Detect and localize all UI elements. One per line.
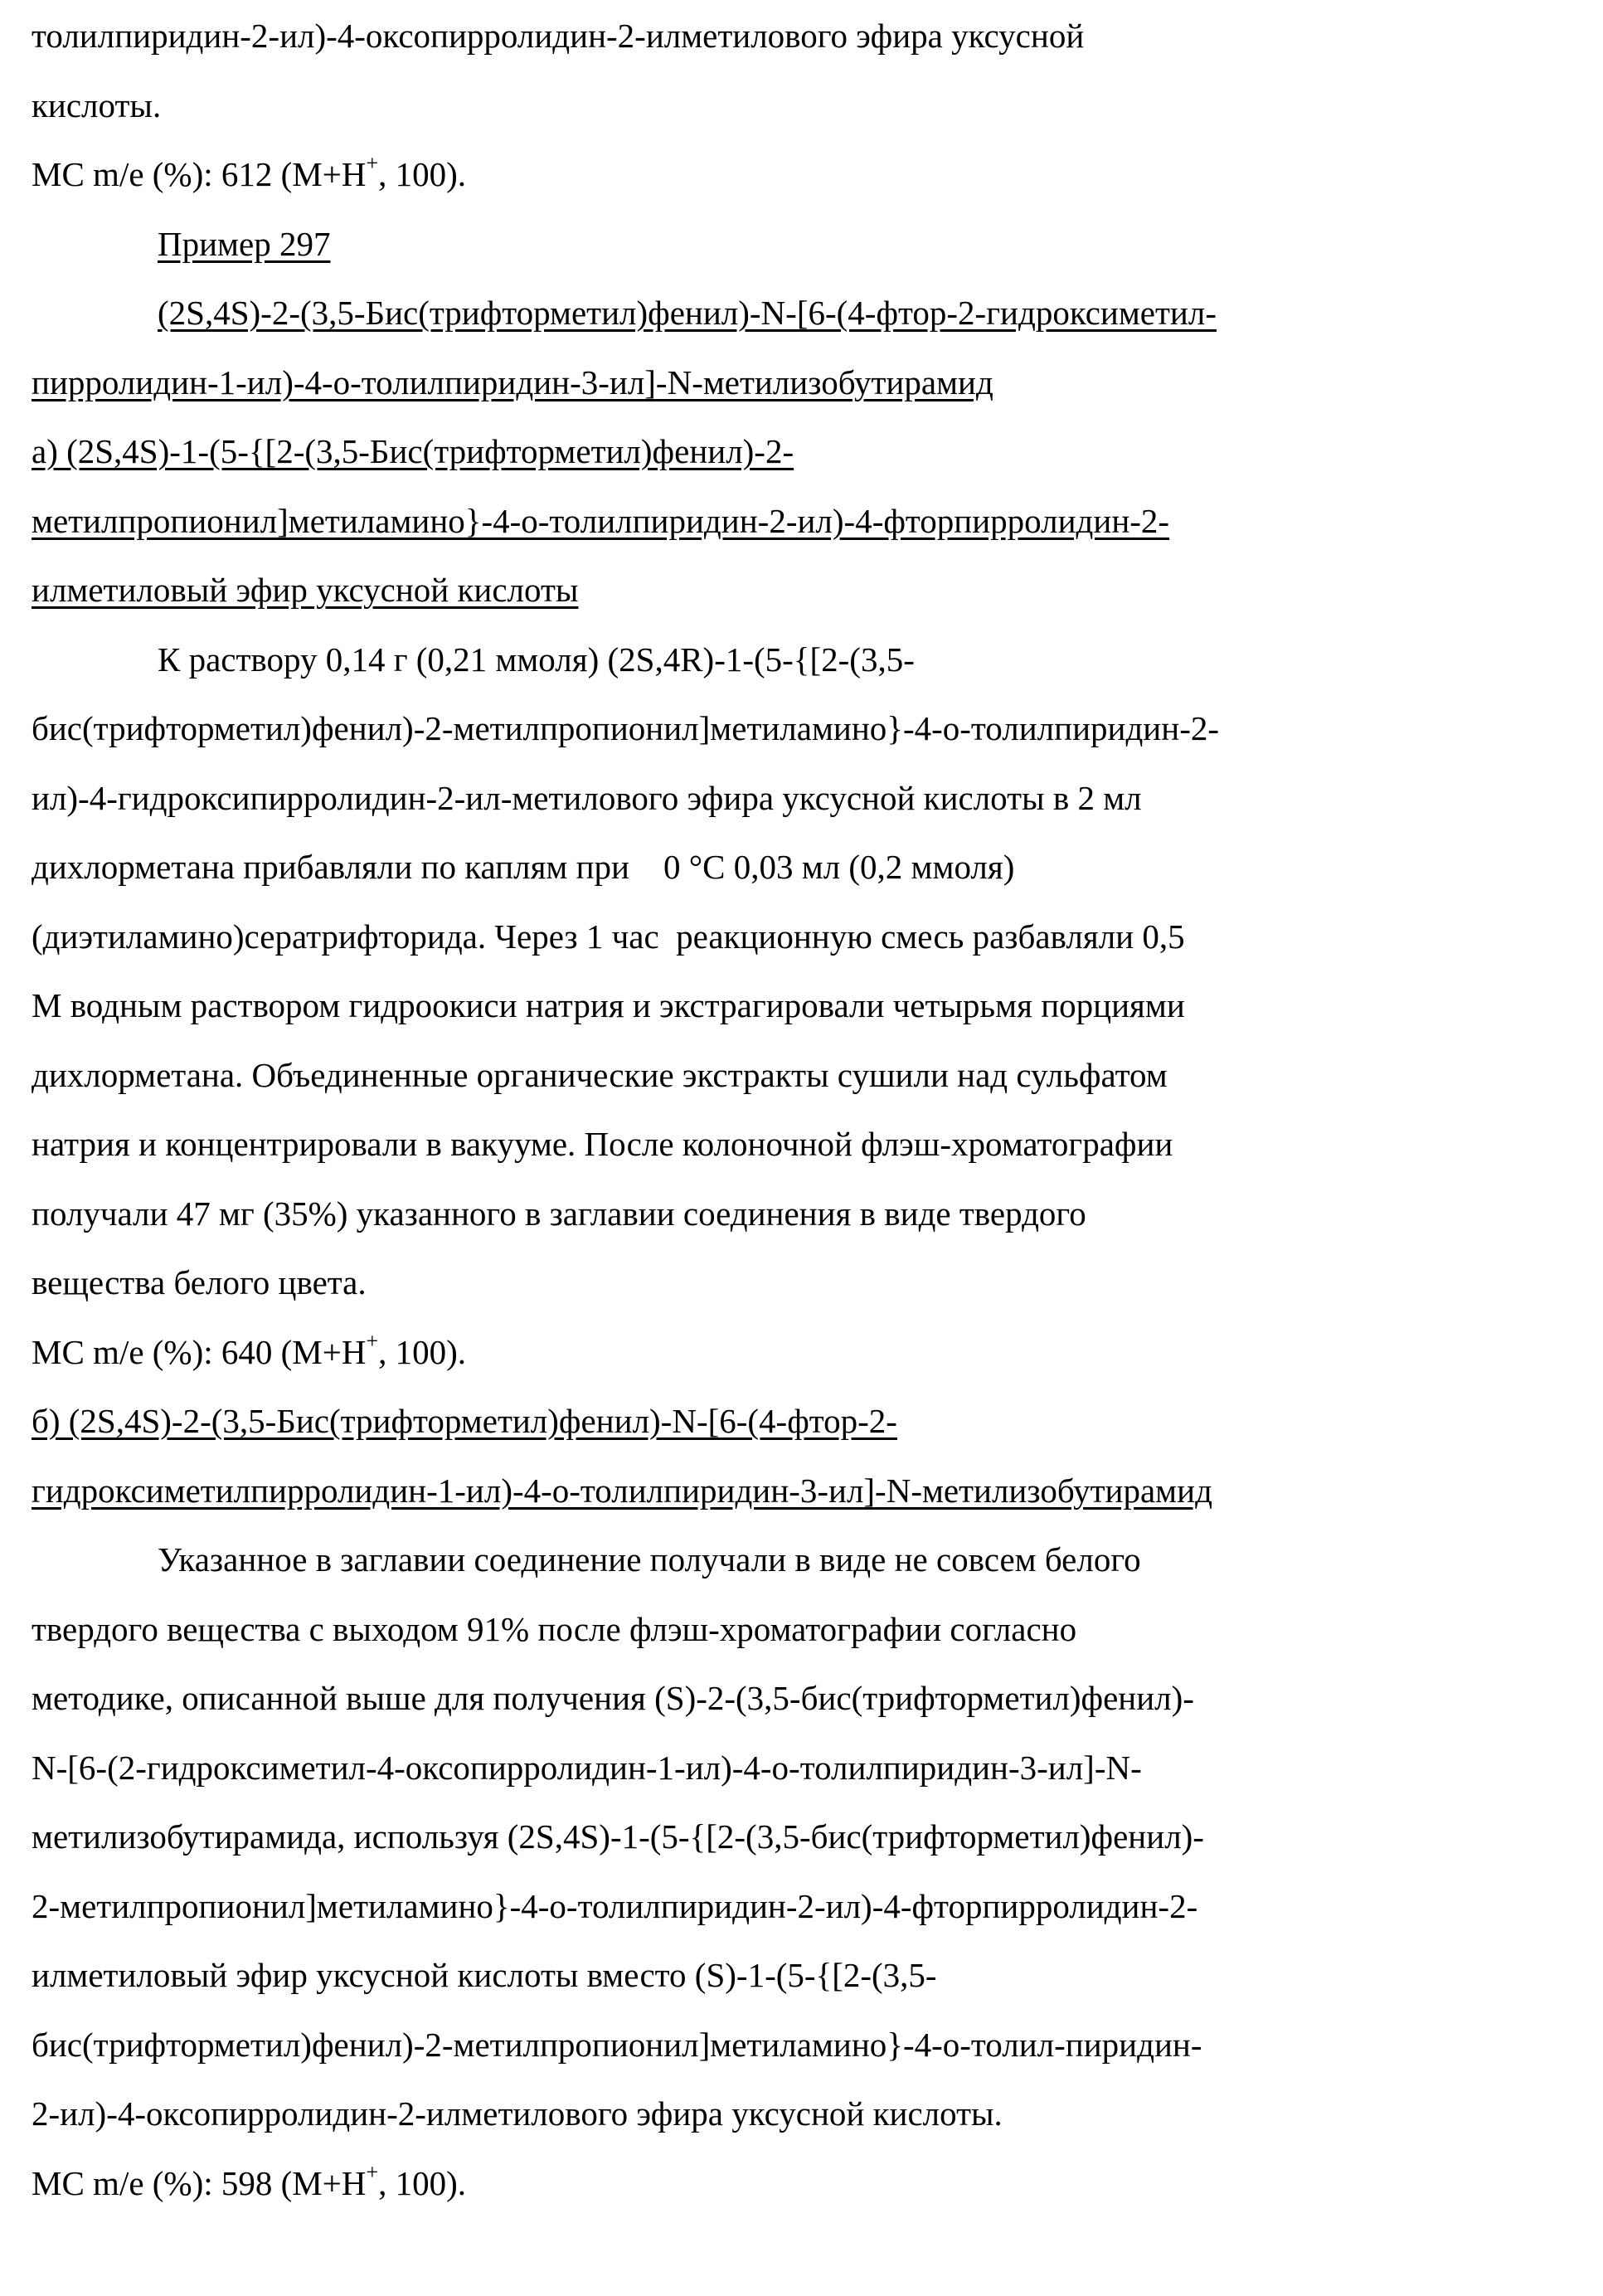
ms-result-step-b: [32, 2149, 1591, 2219]
ms-suffix: , 100).: [378, 2163, 467, 2202]
step-b-body-line: методике, описанной выше для получения (S)-2-(3,5-бис(трифторметил)фенил)-: [32, 1679, 1194, 1717]
ms-suffix: , 100).: [378, 155, 467, 193]
step-a-body-line: бис(трифторметил)фенил)-2-метилпропионил]метиламино}-4-о-толилпиридин-2-: [32, 709, 1219, 747]
step-b-body-line: 2-метилпропионил]метиламино}-4-о-толилпиридин-2-ил)-4-фторпирролидин-2-: [32, 1886, 1198, 1925]
step-a-body-line: дихлорметана. Объединенные органические экстракты сушили над сульфатом: [32, 1055, 1168, 1094]
ms-result-intro: [32, 140, 1591, 210]
ms-prefix: МС m/e (%): 612 (M+H: [32, 155, 367, 193]
example-number: Пример 297: [158, 224, 331, 263]
step-b-title-line: б) (2S,4S)-2-(3,5-Бис(трифторметил)фенил)-N-[6-(4-фтор-2-: [32, 1402, 897, 1440]
step-b-body-line: бис(трифторметил)фенил)-2-метилпропионил]метиламино}-4-о-толил-пиридин-: [32, 2025, 1202, 2064]
step-b-body-line: Указанное в заглавии соединение получали в виде не совсем белого: [158, 1540, 1141, 1578]
step-b-body-line: метилизобутирамида, используя (2S,4S)-1-(5-{[2-(3,5-бис(трифторметил)фенил)-: [32, 1817, 1204, 1856]
step-b-title-line: гидроксиметилпирролидин-1-ил)-4-о-толилпиридин-3-ил]-N-метилизобутирамид: [32, 1471, 1212, 1510]
intro-line: кислоты.: [32, 85, 162, 124]
ms-charge: +: [366, 2159, 379, 2184]
step-a-body-line: дихлорметана прибавляли по каплям при 0 °C 0,03 мл (0,2 ммоля): [32, 848, 1015, 886]
ms-prefix: МС m/e (%): 640 (M+H: [32, 1332, 367, 1371]
step-a-body-line: К раствору 0,14 г (0,21 ммоля) (2S,4R)-1-(5-{[2-(3,5-: [158, 640, 915, 679]
step-a-body-line: вещества белого цвета.: [32, 1263, 367, 1301]
step-a-title-line: метилпропионил]метиламино}-4-о-толилпиридин-2-ил)-4-фторпирролидин-2-: [32, 501, 1170, 540]
step-b-body-line: N-[6-(2-гидроксиметил-4-оксопирролидин-1-ил)-4-о-толилпиридин-3-ил]-N-: [32, 1748, 1142, 1787]
step-b-body-line: 2-ил)-4-оксопирролидин-2-илметилового эфира уксусной кислоты.: [32, 2094, 1003, 2133]
step-a-body-line: ил)-4-гидроксипирролидин-2-ил-метилового эфира уксусной кислоты в 2 мл: [32, 778, 1142, 817]
ms-charge: +: [366, 1328, 379, 1353]
intro-line: толилпиридин-2-ил)-4-оксопирролидин-2-илметилового эфира уксусной: [32, 17, 1085, 55]
ms-result-step-a: [32, 1318, 1591, 1388]
step-a-body-line: (диэтиламино)сератрифторида. Через 1 час реакционную смесь разбавляли 0,5: [32, 917, 1185, 956]
example-heading: [32, 210, 1591, 280]
step-b-body-line: твердого вещества с выходом 91% после флэш-хроматографии согласно: [32, 1609, 1077, 1648]
step-a-title-line: а) (2S,4S)-1-(5-{[2-(3,5-Бис(трифторметил)фенил)-2-: [32, 432, 794, 470]
step-a-body-line: натрия и концентрировали в вакууме. После колоночной флэш-хроматографии: [32, 1125, 1173, 1163]
ms-prefix: МС m/e (%): 598 (M+H: [32, 2163, 367, 2202]
step-a-title-line: илметиловый эфир уксусной кислоты: [32, 571, 579, 609]
example-title-line: пирролидин-1-ил)-4-о-толилпиридин-3-ил]-N-метилизобутирамид: [32, 362, 993, 401]
ms-suffix: , 100).: [378, 1332, 467, 1371]
example-title-line: (2S,4S)-2-(3,5-Бис(трифторметил)фенил)-N-[6-(4-фтор-2-гидроксиметил-: [158, 294, 1217, 332]
step-b-body-line: илметиловый эфир уксусной кислоты вместо (S)-1-(5-{[2-(3,5-: [32, 1956, 937, 1994]
document-page: [32, 2, 1591, 2218]
step-a-body-line: получали 47 мг (35%) указанного в заглавии соединения в виде твердого: [32, 1194, 1086, 1233]
step-a-body-line: М водным раствором гидроокиси натрия и экстрагировали четырьмя порциями: [32, 986, 1185, 1024]
ms-charge: +: [366, 151, 379, 176]
